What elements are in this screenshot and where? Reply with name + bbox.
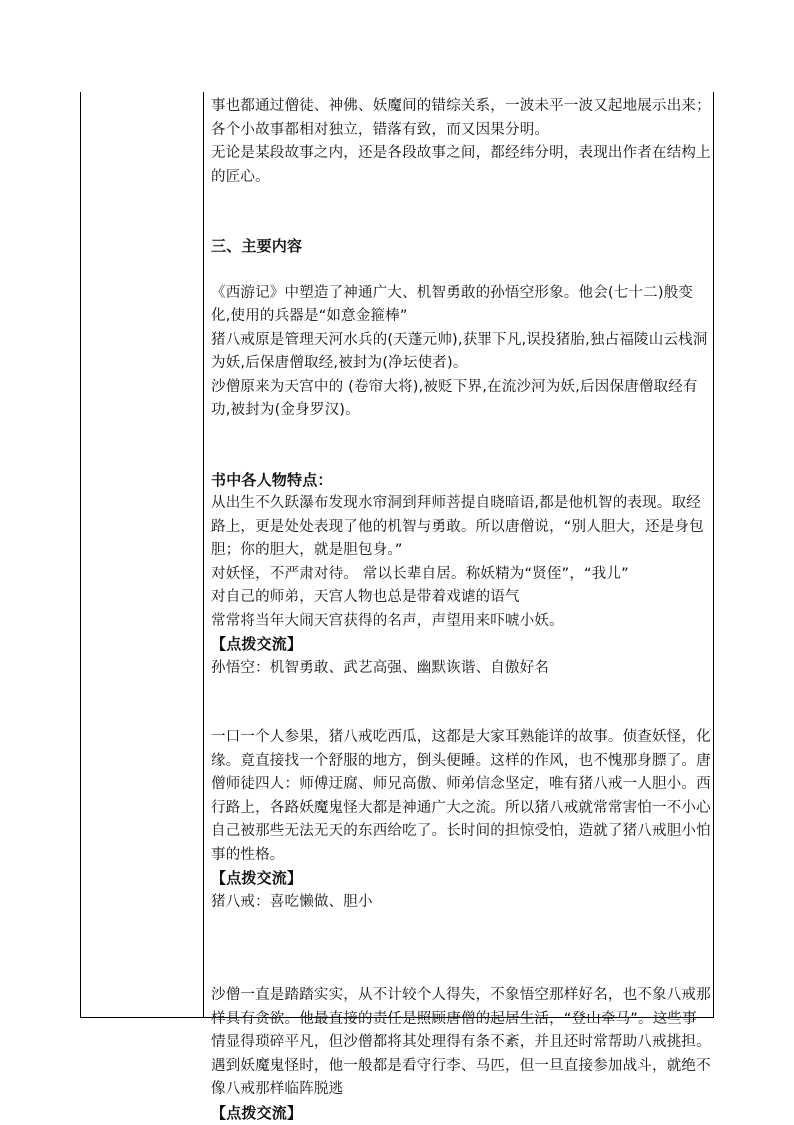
- paragraph-structure-summary: 无论是某段故事之内，还是各段故事之间，都经纬分明，表现出作者在结构上的匠心。: [211, 142, 711, 189]
- paragraph-zhu-bajie-traits: 一口一个人参果，猪八戒吃西瓜，这都是大家耳熟能详的故事。侦查妖怪，化缘。竟直接找一个舒服的地方，倒头便睡。这样的作风，也不愧那身膘了。唐僧师徒四人：师傅迂腐、师兄高傲、师弟信念坚定，唯有猪八戒一人胆小。西行路上，各路妖魔鬼怪大都是神通广大之流。所以猪八戒就常常害怕一不小心自己被那些无法无天的东西给吃了。长时间的担惊受怕，造就了猪八戒胆小怕事的性格。: [211, 726, 711, 867]
- column-divider: [203, 92, 204, 1017]
- tip-label: 【点拨交流】: [211, 1102, 711, 1125]
- paragraph-sun-wukong-intro: 《西游记》中塑造了神通广大、机智勇敢的孙悟空形象。他会(七十二)般变化,使用的兵器是“如意金箍棒”: [211, 282, 711, 329]
- heading-characters: 书中各人物特点：: [211, 469, 711, 493]
- paragraph-structure: 事也都通过僧徒、神佛、妖魔间的错综关系，一波未平一波又起地展示出来；各个小故事都相对独立，错落有致，而又因果分明。: [211, 95, 711, 142]
- paragraph-wukong-brothers: 对自己的师弟，天宫人物也总是带着戏谑的语气: [211, 586, 711, 610]
- paragraph-sha-seng-traits: 沙僧一直是踏踏实实，从不计较个人得失，不象悟空那样好名，也不象八戒那样具有贪欲。他最直接的责任是照顾唐僧的起居生活，“登山牵马”。这些事情显得琐碎平凡，但沙僧都将其处理得有条不紊，并且还时常帮助八戒挑担。遇到妖魔鬼怪时，他一般都是看守行李、马匹，但一旦直接参加战斗，就绝不像八戒那样临阵脱逃: [211, 984, 711, 1102]
- paragraph-wukong-demons: 对妖怪，不严肃对待。 常以长辈自居。称妖精为“贤侄”，“我儿”: [211, 563, 711, 587]
- table-frame: [80, 92, 714, 1018]
- tip-label: 【点拨交流】: [211, 867, 711, 891]
- paragraph-zhu-bajie-intro: 猪八戒原是管理天河水兵的(天蓬元帅),获罪下凡,误投猪胎,独占福陵山云栈洞为妖,后保唐僧取经,被封为(净坛使者)。: [211, 329, 711, 376]
- paragraph-wukong-wit: 从出生不久跃瀑布发现水帘洞到拜师菩提自晓暗语,都是他机智的表现。取经路上，更是处处表现了他的机智与勇敢。所以唐僧说，“别人胆大，还是身包胆；你的胆大，就是胆包身。”: [211, 492, 711, 563]
- paragraph-wukong-fame: 常常将当年大闹天宫获得的名声，声望用来吓唬小妖。: [211, 610, 711, 634]
- summary-zhu-bajie: 猪八戒：喜吃懒做、胆小: [211, 891, 711, 915]
- paragraph-sha-seng-intro: 沙僧原来为天宫中的 (卷帘大将),被贬下界,在流沙河为妖,后因保唐僧取经有功,被封为(金身罗汉)。: [211, 376, 711, 423]
- tip-label: 【点拨交流】: [211, 633, 711, 657]
- content-cell: [211, 95, 711, 1125]
- summary-sun-wukong: 孙悟空：机智勇敢、武艺高强、幽默诙谐、自傲好名: [211, 657, 711, 681]
- heading-main-content: 三、主要内容: [211, 235, 711, 259]
